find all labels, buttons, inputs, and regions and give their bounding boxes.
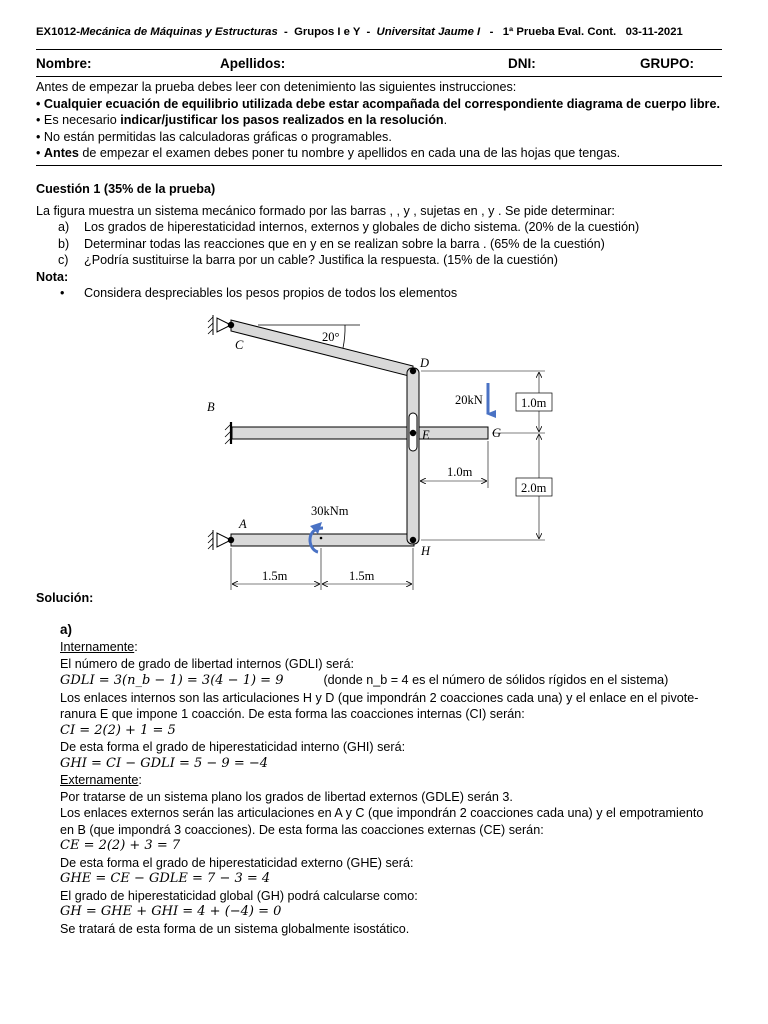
nota-label: Nota: — [36, 269, 69, 284]
dim-label-eg: 1.0m — [447, 465, 473, 479]
university: Universitat Jaume I — [376, 26, 481, 38]
apellidos-label: Apellidos: — [220, 56, 286, 71]
exam-date: 03-11-2021 — [625, 26, 683, 38]
question-item-b: b) Determinar todas las reacciones que en y en se realizan sobre la barra . (65% de la cuestión) — [58, 236, 605, 251]
angle-arc — [343, 325, 345, 348]
instructions-intro: Antes de empezar la prueba debes leer con detenimiento las siguientes instrucciones: — [36, 80, 517, 94]
question-statement: La figura muestra un sistema mecánico formado por las barras , , y , sujetas en , y . Se pide determinar: — [36, 203, 615, 218]
equation-ghi: GHI = CI − GDLI = 5 − 9 = −4 — [60, 755, 269, 771]
solution-line-7: en B (que impondrá 3 coacciones). De esta forma las coacciones externas (CE) serán: — [60, 822, 544, 837]
force-label: 20kN — [455, 393, 483, 407]
exam-header — [36, 26, 683, 38]
separator: - — [489, 26, 494, 38]
moment-point — [320, 537, 323, 540]
separator: - — [284, 26, 288, 38]
instructions — [36, 79, 726, 162]
name-bar — [36, 56, 722, 76]
instruction-2: • Es necesario indicar/justificar los pasos realizados en la resolución. — [36, 113, 448, 127]
dni-label: DNI: — [508, 56, 536, 71]
groups: Grupos I e Y — [294, 26, 361, 38]
exam-name: 1ª Prueba Eval. Cont. — [502, 26, 617, 38]
instruction-1: • Cualquier ecuación de equilibrio utilizada debe estar acompañada del correspondiente diagrama de cuerpo libre. — [36, 96, 720, 111]
bar-DH — [407, 368, 419, 544]
solution-line-9: El grado de hiperestaticidad global (GH) podrá calcularse como: — [60, 888, 418, 903]
label-B: B — [207, 400, 215, 414]
label-D: D — [420, 356, 430, 370]
dim-label-1m: 1.0m — [521, 396, 547, 410]
nota-item: • Considera despreciables los pesos propios de todos los elementos — [60, 286, 458, 300]
solution-line-2: Los enlaces internos son las articulaciones H y D (que impondrán 2 coacciones cada una) y el enlace en el pivote- — [60, 690, 699, 705]
solution-line-8: De esta forma el grado de hiperestaticidad externo (GHE) será: — [60, 855, 414, 870]
solution-part-a: a) — [60, 622, 73, 637]
bar-CD — [231, 320, 413, 377]
label-C: C — [235, 338, 244, 352]
separator: - — [366, 26, 371, 38]
pin-A — [228, 537, 234, 543]
question-item-a: a) Los grados de hiperestaticidad internos, externos y globales de dicho sistema. (20% de la cuestión) — [58, 220, 640, 234]
instruction-3: • No están permitidas las calculadoras gráficas o programables. — [36, 129, 392, 144]
header-rule — [36, 49, 722, 50]
internal-heading: Internamente: — [60, 640, 138, 654]
instruction-4: • Antes de empezar el examen debes poner tu nombre y apellidos en cada una de las hojas que tengas. — [36, 146, 621, 160]
equation-ce: CE = 2(2) + 3 = 7 — [60, 838, 181, 853]
angle-label: 20° — [322, 330, 340, 344]
dim-label-a2: 1.5m — [349, 569, 375, 583]
solution-line-10: Se tratará de esta forma de un sistema globalmente isostático. — [60, 921, 410, 936]
label-G: G — [492, 426, 502, 440]
solution-line-5: Por tratarse de un sistema plano los grados de libertad externos (GDLE) serán 3. — [60, 789, 513, 804]
nombre-label: Nombre: — [36, 56, 92, 71]
dim-label-a1: 1.5m — [262, 569, 288, 583]
pin-E — [410, 430, 416, 436]
bar-AH — [231, 534, 414, 546]
pin-D — [410, 368, 416, 374]
label-A: A — [239, 517, 247, 531]
solution-title: Solución: — [36, 591, 94, 605]
dim-label-2m: 2.0m — [521, 481, 547, 495]
pin-H — [410, 537, 416, 543]
label-H: H — [421, 544, 431, 558]
moment-label: 30kNm — [311, 504, 349, 518]
pin-C — [228, 322, 234, 328]
mechanism-figure — [0, 300, 768, 600]
instructions-rule — [36, 165, 722, 166]
solution-line-1: El número de grado de libertad internos (GDLI) será: — [60, 656, 355, 671]
label-E: E — [422, 428, 430, 442]
bar-BG — [232, 427, 488, 439]
question-item-c: c) ¿Podría sustituirse la barra por un cable? Justifica la respuesta. (15% de la cuestión) — [58, 253, 558, 267]
solution-line-4: De esta forma el grado de hiperestaticidad interno (GHI) será: — [60, 740, 406, 754]
external-heading: Externamente: — [60, 773, 142, 787]
course-name: Mecánica de Máquinas y Estructuras — [79, 26, 278, 38]
question-block — [36, 181, 639, 302]
solution-body — [60, 639, 730, 937]
equation-gh: GH = GHE + GHI = 4 + (−4) = 0 — [60, 904, 282, 919]
equation-gdli: GDLI = 3(n_b − 1) = 3(4 − 1) = 9 (donde n_b = 4 es el número de sólidos rígidos en el sistema) — [60, 673, 669, 688]
grupo-label: GRUPO: — [640, 56, 694, 71]
equation-ci: CI = 2(2) + 1 = 5 — [60, 722, 176, 738]
fixed-support-B — [225, 422, 231, 444]
solution-line-3: ranura E que impone 1 coacción. De esta forma las coacciones internas (CI) serán: — [60, 707, 525, 721]
question-title: Cuestión 1 (35% de la prueba) — [36, 182, 216, 196]
course-code: EX1012- — [36, 26, 80, 38]
solution-line-6: Los enlaces externos serán las articulaciones en A y C (que impondrán 2 coacciones cada una) y el empotramiento — [60, 806, 704, 820]
support-C — [208, 315, 231, 335]
equation-ghe: GHE = CE − GDLE = 7 − 3 = 4 — [60, 871, 271, 886]
namebar-rule — [36, 76, 722, 77]
support-A — [208, 530, 231, 550]
